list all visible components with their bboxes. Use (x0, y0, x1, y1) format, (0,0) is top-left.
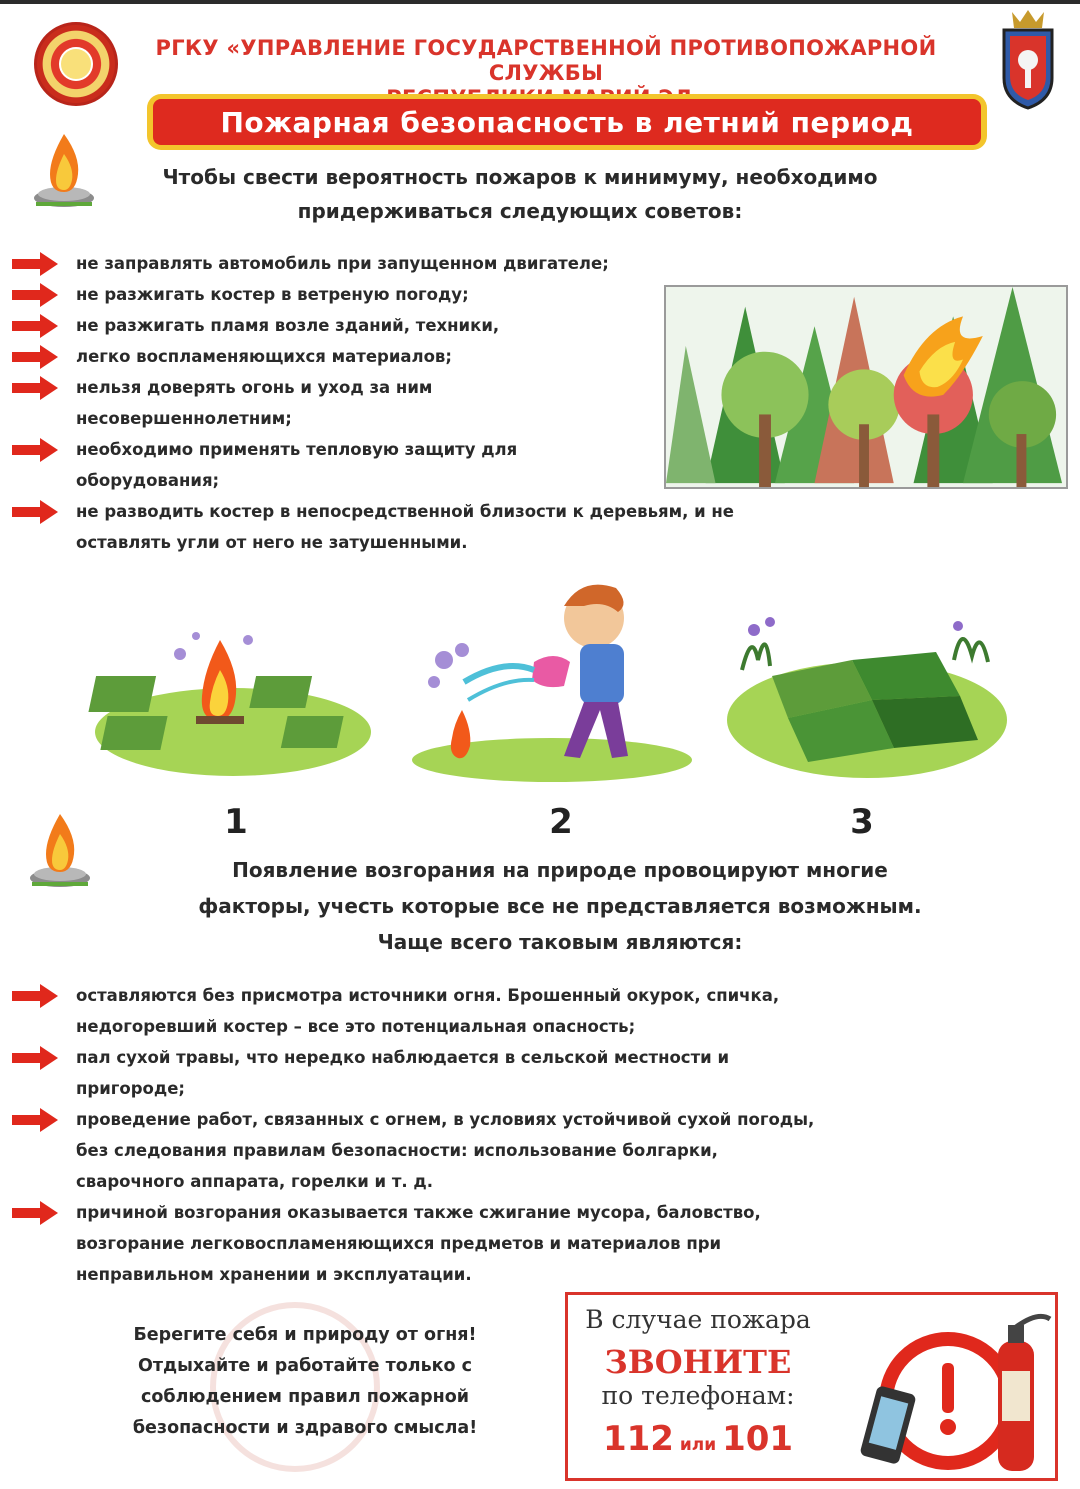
cause-1-line1: оставляются без присмотра источники огня. Брошенный окурок, спичка, (76, 986, 780, 1005)
tip-6-line1: не разводить костер в непосредственной близости к деревьям, и не (76, 502, 735, 521)
top-border (0, 0, 1080, 4)
cause-1-line2: недогоревший костер – все это потенциальная опасность; (76, 1017, 636, 1036)
arrow-right-icon (10, 984, 60, 1008)
tip-3-line2: легко воспламеняющихся материалов; (76, 347, 452, 366)
list-item (8, 980, 1068, 1042)
list-item (8, 248, 658, 279)
step-number-3: 3 (850, 802, 874, 842)
fire-extinguisher-icon (998, 1316, 1050, 1471)
forest-fire-illustration (664, 285, 1068, 489)
arrow-right-icon (10, 345, 60, 369)
cause-3-line3: сварочного аппарата, горелки и т. д. (76, 1172, 434, 1191)
tip-6-line2: оставлять угли от него не затушенными. (76, 533, 468, 552)
arrow-right-icon (10, 1108, 60, 1132)
illustration-boy-watering-fire (404, 570, 694, 785)
arrow-right-icon (10, 1201, 60, 1225)
intro-line2: придерживаться следующих советов: (297, 199, 743, 223)
list-item (8, 372, 658, 434)
cause-3-line1: проведение работ, связанных с огнем, в условиях устойчивой сухой погоды, (76, 1110, 815, 1129)
closing-message (70, 1320, 540, 1444)
tip-4-line2: несовершеннолетним; (76, 409, 292, 428)
emergency-number-101: 101 (722, 1419, 794, 1459)
numbers-separator: или (673, 1435, 723, 1455)
intro-line1: Чтобы свести вероятность пожаров к минимуму, необходимо (162, 165, 878, 189)
intro-text (110, 160, 930, 228)
list-item (8, 310, 658, 372)
list-item (8, 1197, 1068, 1290)
exclamation-icon (942, 1363, 954, 1413)
page-title: Пожарная безопасность в летний период (153, 99, 981, 145)
fire-service-emblem-icon (34, 22, 118, 106)
causes-intro-line1: Появление возгорания на природе провоцируют многие (232, 858, 888, 882)
emergency-number-112: 112 (602, 1419, 674, 1459)
arrow-right-icon (10, 376, 60, 400)
step-number-2: 2 (549, 802, 573, 842)
list-item (8, 434, 658, 496)
closing-line1: Берегите себя и природу от огня! (133, 1325, 477, 1345)
causes-intro (70, 852, 1050, 960)
tips-list (8, 248, 735, 558)
title-banner (147, 94, 987, 150)
causes-intro-line2: факторы, учесть которые все не представляется возможным. (198, 894, 922, 918)
cause-4-line2: возгорание легковоспламеняющихся предметов и материалов при (76, 1234, 722, 1253)
list-item (8, 1042, 1068, 1104)
illustration-restored-turf (722, 600, 1012, 785)
campfire-icon (22, 128, 106, 212)
emergency-numbers (578, 1419, 818, 1459)
causes-list (8, 980, 1068, 1290)
list-item (8, 279, 658, 310)
arrow-right-icon (10, 314, 60, 338)
illustration-prepared-fire-pit (88, 620, 378, 780)
step-number-1: 1 (224, 802, 248, 842)
list-item (8, 1104, 1068, 1197)
arrow-right-icon (10, 438, 60, 462)
tip-5-line1: необходимо применять тепловую защиту для (76, 440, 518, 459)
cause-2-line1: пал сухой травы, что нередко наблюдается в сельской местности и (76, 1048, 730, 1067)
emergency-call-box (565, 1292, 1058, 1481)
causes-intro-line3: Чаще всего таковым являются: (377, 930, 743, 954)
callbox-line1: В случае пожара (585, 1305, 811, 1334)
cause-2-line2: пригороде; (76, 1079, 185, 1098)
tip-5-line2: оборудования; (76, 471, 220, 490)
list-item (8, 496, 1048, 558)
tip-1-line1: не заправлять автомобиль при запущенном двигателе; (76, 254, 609, 273)
callbox-call-label: ЗВОНИТЕ (604, 1343, 792, 1381)
tip-2-line1: не разжигать костер в ветреную погоду; (76, 285, 469, 304)
coat-of-arms-icon (998, 8, 1058, 112)
arrow-right-icon (10, 500, 60, 524)
organization-title-line1: РГКУ «УПРАВЛЕНИЕ ГОСУДАРСТВЕННОЙ ПРОТИВОПОЖАРНОЙ СЛУЖБЫ (155, 36, 937, 85)
cause-3-line2: без следования правилам безопасности: использование болгарки, (76, 1141, 718, 1160)
arrow-right-icon (10, 283, 60, 307)
closing-line4: безопасности и здравого смысла! (132, 1418, 478, 1438)
closing-line3: соблюдением правил пожарной (141, 1387, 469, 1407)
closing-line2: Отдыхайте и работайте только с (137, 1356, 473, 1376)
callbox-line3: по телефонам: (601, 1381, 795, 1410)
tip-4-line1: нельзя доверять огонь и уход за ним (76, 378, 433, 397)
cause-4-line3: неправильном хранении и эксплуатации. (76, 1265, 472, 1284)
cause-4-line1: причиной возгорания оказывается также сжигание мусора, баловство, (76, 1203, 761, 1222)
arrow-right-icon (10, 252, 60, 276)
arrow-right-icon (10, 1046, 60, 1070)
phone-and-extinguisher-art (838, 1301, 1053, 1477)
tip-3-line1: не разжигать пламя возле зданий, техники, (76, 316, 500, 335)
